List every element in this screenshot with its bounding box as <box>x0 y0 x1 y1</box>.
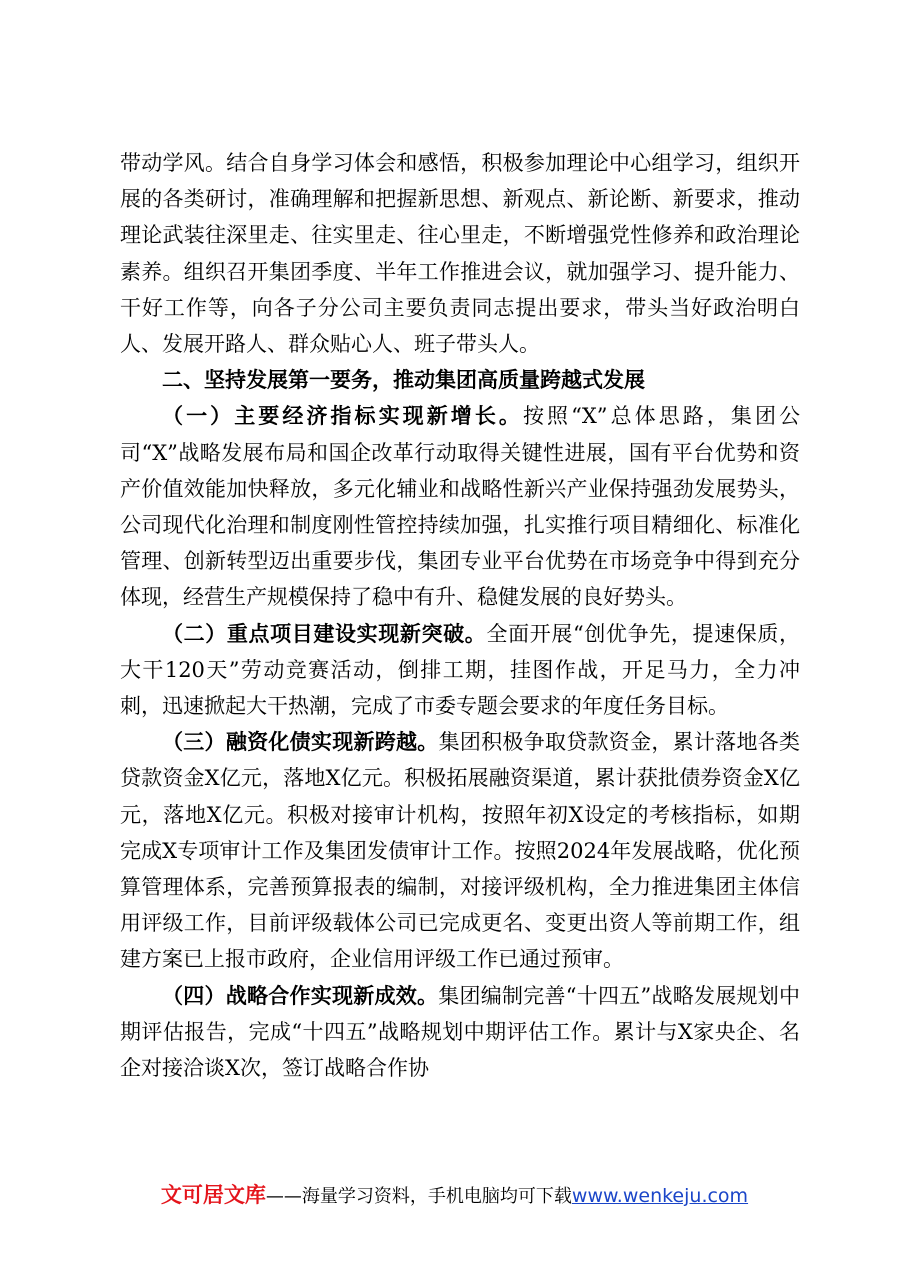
paragraph-strategic-cooperation <box>120 978 800 1087</box>
subheading-financing: （三）融资化债实现新跨越。 <box>162 730 439 755</box>
footer-banner <box>0 1180 909 1212</box>
paragraph-text: 全面开展“创优争先，提速保质，大干120天”劳动竞赛活动，倒排工期，挂图作战，开足马力，全力冲刺，迅速掀起大干热潮，完成了市委专题会要求的年度任务目标。 <box>120 621 800 719</box>
paragraph-key-projects <box>120 616 800 725</box>
subheading-key-projects: （二）重点项目建设实现新突破。 <box>162 621 487 646</box>
subheading-strategic-cooperation: （四）战略合作实现新成效。 <box>162 983 439 1008</box>
footer-website-link[interactable]: www.wenkeju.com <box>571 1185 749 1207</box>
section-heading: 二、坚持发展第一要务，推动集团高质量跨越式发展 <box>162 368 645 393</box>
footer-slogan: ——海量学习资料，手机电脑均可下载 <box>265 1186 572 1207</box>
paragraph-text: 集团积极争取贷款资金，累计落地各类贷款资金X亿元，落地X亿元。积极拓展融资渠道，累计获批债券资金X亿元，落地X亿元。积极对接审计机构，按照年初X设定的考核指标，如期完成X专项审计工作及集团发债审计工作。按照2024年发展战略，优化预算管理体系，完善预算报表的编制，对接评级机构，全力推进集团主体信用评级工作，目前评级载体公司已完成更名、变更出资人等前期工作，组建方案已上报市政府，企业信用评级工作已通过预审。 <box>120 730 801 972</box>
paragraph-continued: 带动学风。结合自身学习体会和感悟，积极参加理论中心组学习，组织开展的各类研讨，准确理解和把握新思想、新观点、新论断、新要求，推动理论武装往深里走、往实里走、往心里走，不断增强党性修养和政治理论素养。组织召开集团季度、半年工作推进会议，就加强学习、提升能力、干好工作等，向各子分公司主要负责同志提出要求，带头当好政治明白人、发展开路人、群众贴心人、班子带头人。 <box>120 151 800 357</box>
paragraph-text: 集团编制完善“十四五”战略发展规划中期评估报告，完成“十四五”战略规划中期评估工作。累计与X家央企、名企对接洽谈X次，签订战略合作协 <box>120 983 800 1081</box>
paragraph-text: 按照“X”总体思路，集团公司“X”战略发展布局和国企改革行动取得关键性进展，国有平台优势和资产价值效能加快释放，多元化辅业和战略性新兴产业保持强劲发展势头，公司现代化治理和制度刚性管控持续加强，扎实推行项目精细化、标准化管理、创新转型迈出重要步伐，集团专业平台优势在市场竞争中得到充分体现，经营生产规模保持了稳中有升、稳健发展的良好势头。 <box>120 404 801 610</box>
paragraph-economic-indicators <box>120 398 800 615</box>
paragraph-financing <box>120 724 800 977</box>
subheading-economic-indicators: （一）主要经济指标实现新增长。 <box>162 404 523 429</box>
footer-brand: 文可居文库 <box>160 1183 266 1207</box>
document-body <box>120 145 800 1086</box>
